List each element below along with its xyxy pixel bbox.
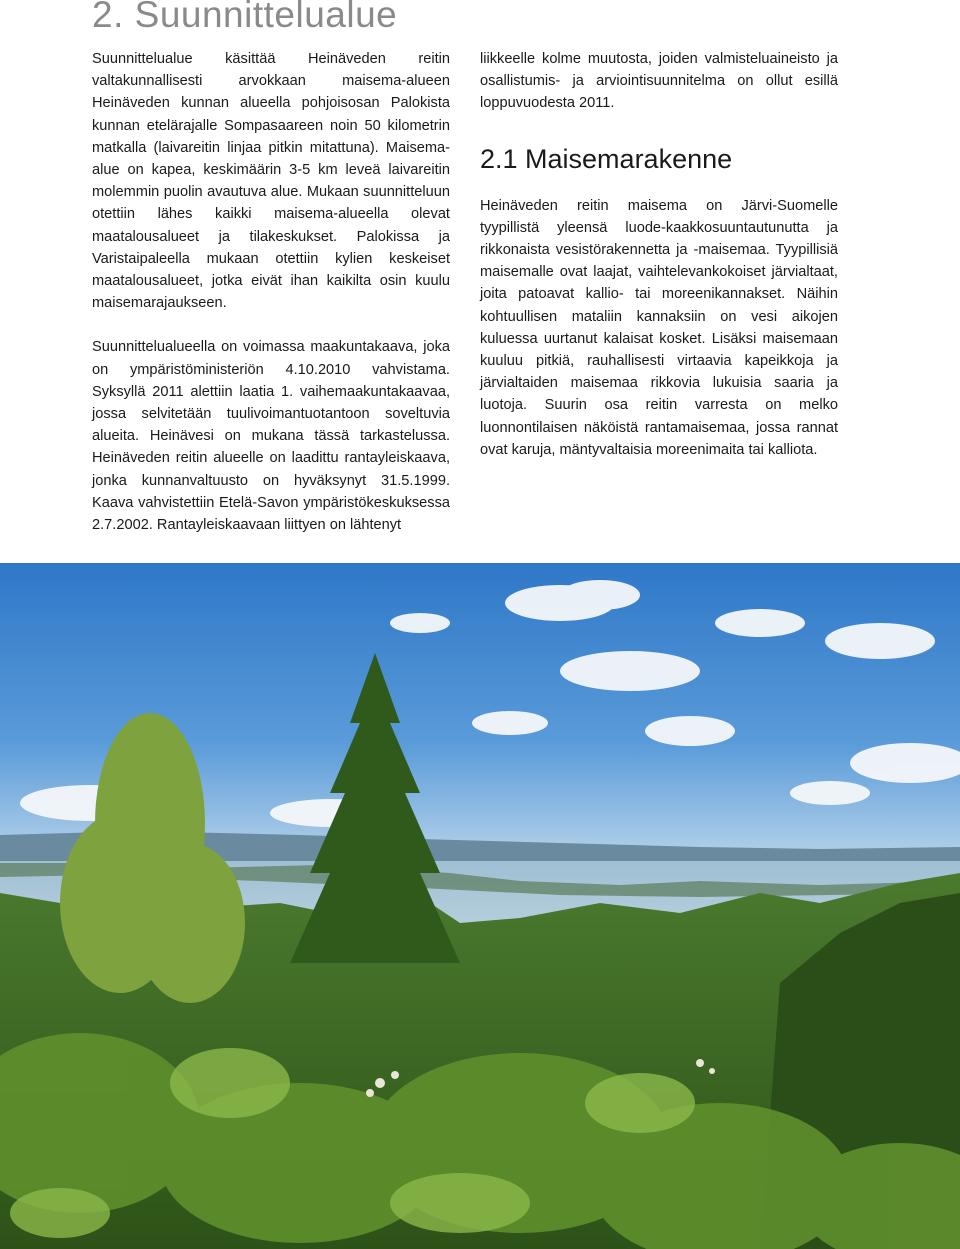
zoning-paragraph: Suunnittelualueella on voimassa maakuntakaava, joka on ympäristöministeriön 4.10.2010 vahvistama. Syksyllä 2011 alettiin laatia 1. vaihemaakuntakaavaa, jossa selvitetään tuulivoimantuotantoon soveltuvia alueita. Heinävesi on mukana tässä tarkastelussa. Heinäveden reitin alueelle on laadittu rantayleiskaava, jonka kunnanvaltuusto on hyväksynyt 31.5.1999. Kaava vahvistettiin Etelä-Savon ympäristökeskuksessa 2.7.2002. Rantayleiskaavaan liittyen on lähtenyt [92, 339, 450, 534]
left-text-column [92, 48, 450, 536]
page-title: 2. Suunnittelualue [92, 0, 398, 35]
intro-paragraph: Suunnittelualue käsittää Heinäveden reitin valtakunnallisesti arvokkaan maisema-alueen Heinäveden kunnan alueella pohjoisosan Palokista kunnan etelärajalle Sompasaareen noin 50 kilometrin matkalla (laivareitin linjaa pitkin mitattuna). Maisema-alue on kapea, keskimäärin 3-5 km leveä laivareitin molemmin puolin avautuva alue. Mukaan suunnitteluun otettiin lähes kaikki maisema-alueella olevat maatalousalueet ja tilakeskukset. Palokissa ja Varistaipaleella mukaan otettiin kylien keskeiset maatalousalueet, jotka eivät ihan kaikilta osin kuulu maisemarajaukseen. [92, 51, 450, 312]
section-heading: 2.1 Maisemarakenne [480, 143, 733, 174]
landscape-photo [0, 563, 960, 1249]
continuation-paragraph: liikkeelle kolme muutosta, joiden valmisteluaineisto ja osallistumis- ja arviointisuunnitelma on ollut esillä loppuvuodesta 2011. [480, 51, 838, 112]
right-text-column [480, 48, 838, 461]
landscape-paragraph: Heinäveden reitin maisema on Järvi-Suomelle tyypillistä yleensä luode-kaakkosuuntautunutta ja rikkonaista vesistörakennetta ja -maisemaa. Tyypillisiä maisemalle ovat laajat, vaihtelevankokoiset järvialtaat, joita patoavat kallio- tai moreenikannakset. Näihin kohtuullisen mataliin kannaksiin on vesi aikojen kuluessa uurtanut kalaisat kosket. Lisäksi maisemaan kuuluu pitkiä, rauhallisesti virtaavia kapeikkoja ja järvialtaiden maisemaa rikkovia lukuisia saaria ja luotoja. Suurin osa reitin varresta on melko luonnontilaisen näköistä rantamaisemaa, jossa rannat ovat karuja, mäntyvaltaisia moreenimaita tai kalliota. [480, 197, 838, 458]
